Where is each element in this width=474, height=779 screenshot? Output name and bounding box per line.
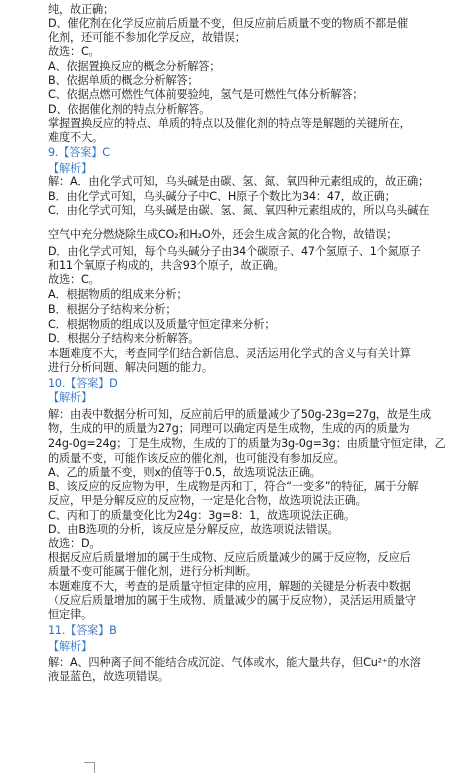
- text-line: B．根据分子结构来分析；: [48, 303, 177, 316]
- text-line: 液显蓝色，故选项错误。: [48, 670, 169, 683]
- text-line: 化剂，还可能不参加化学反应，故错误；: [48, 31, 246, 44]
- text-line: 故选：D。: [48, 537, 101, 550]
- text-line: C、丙和丁的质量变化比为24g：3g=8：1，故选项说法正确。: [48, 509, 355, 522]
- text-line: 解：由表中数据分析可知，反应前后甲的质量减少了50g-23g=27g，故是生成: [48, 408, 431, 421]
- text-line: D、催化剂在化学反应前后质量不变，但反应前后质量不变的物质不都是催: [48, 17, 409, 30]
- text-line: 根据反应后质量增加的属于生成物、反应后质量减少的属于反应物，反应后: [48, 551, 411, 564]
- answer-heading: 9.【答案】C: [48, 146, 110, 159]
- text-line: A．根据物质的组成来分析；: [48, 288, 188, 301]
- text-line: C．由化学式可知，乌头碱是由碳、氢、氮、氧四种元素组成的，所以乌头碱在: [48, 204, 430, 217]
- text-line: （反应后质量增加的属于生成物、质量减少的属于反应物），灵活运用质量守: [48, 594, 416, 607]
- crop-mark-bottom: [84, 762, 95, 773]
- text-line: D．由化学式可知，每个乌头碱分子由34个碳原子、47个氢原子、1个氮原子: [48, 245, 421, 258]
- text-line: B．由化学式可知，乌头碱分子中C、H原子个数比为34：47，故正确；: [48, 190, 396, 203]
- text-line: D．根据分子结构来分析解答。: [48, 332, 200, 345]
- analysis-heading: 【解析】: [48, 391, 92, 404]
- analysis-heading: 【解析】: [48, 162, 92, 175]
- text-line: 本题难度不大，考查同学们结合新信息、灵活运用化学式的含义与有关计算: [48, 347, 411, 360]
- text-line: B、依据单质的概念分析解答；: [48, 74, 199, 87]
- text-line: 反应，甲是分解反应的反应物，一定是化合物，故选项说法正确。: [48, 494, 367, 507]
- text-line: 解：A、四种离子间不能结合成沉淀、气体或水，能大量共存，但Cu²⁺的水溶: [48, 656, 421, 669]
- text-line: 空气中充分燃烧除生成CO₂和H₂O外，还会生成含氮的化合物，故错误；: [48, 228, 398, 241]
- text-line: A、依据置换反应的概念分析解答；: [48, 60, 221, 73]
- answer-heading: 11.【答案】B: [48, 624, 117, 637]
- text-line: 质量不变可能属于催化剂，进行分析判断。: [48, 565, 257, 578]
- text-line: 纯，故正确；: [48, 3, 114, 16]
- text-line: 难度不大。: [48, 131, 103, 144]
- text-line: 本题难度不大，考查的是质量守恒定律的应用，解题的关键是分析表中数据: [48, 580, 411, 593]
- text-line: 和11个氧原子构成的，共含93个原子，故正确。: [48, 259, 285, 272]
- text-line: 24g-0g=24g；丁是生成物，生成的丁的质量为3g-0g=3g；由质量守恒定律，乙: [48, 437, 446, 450]
- text-line: 进行分析问题、解决问题的能力。: [48, 361, 213, 374]
- text-line: 恒定律。: [48, 608, 92, 621]
- text-line: 掌握置换反应的特点、单质的特点以及催化剂的特点等是解题的关键所在，: [48, 117, 411, 130]
- text-line: 故选：C。: [48, 273, 100, 286]
- text-line: A、乙的质量不变，则x的值等于0.5，故选项说法正确。: [48, 466, 321, 479]
- text-line: 故选：C。: [48, 45, 100, 58]
- text-line: 的质量不变，可能作该反应的催化剂，也可能没有参加反应。: [48, 452, 345, 465]
- document-page: [48, 0, 460, 779]
- text-line: 解：A．由化学式可知，乌头碱是由碳、氢、氮、氧四种元素组成的，故正确；: [48, 175, 430, 188]
- text-line: D、由B选项的分析，该反应是分解反应，故选项说法错误。: [48, 523, 339, 536]
- text-line: 物，生成的甲的质量为27g；同理可以确定丙是生成物，生成的丙的质量为: [48, 422, 410, 435]
- analysis-heading: 【解析】: [48, 640, 92, 653]
- text-line: D、依据催化剂的特点分析解答。: [48, 103, 211, 116]
- text-line: C．根据物质的组成以及质量守恒定律来分析；: [48, 318, 276, 331]
- answer-heading: 10.【答案】D: [48, 377, 118, 390]
- text-line: C、依据点燃可燃性气体前要验纯，氢气是可燃性气体分析解答；: [48, 88, 364, 101]
- text-line: B、该反应的反应物为甲，生成物是丙和丁，符合“一变多”的特征，属于分解: [48, 480, 419, 493]
